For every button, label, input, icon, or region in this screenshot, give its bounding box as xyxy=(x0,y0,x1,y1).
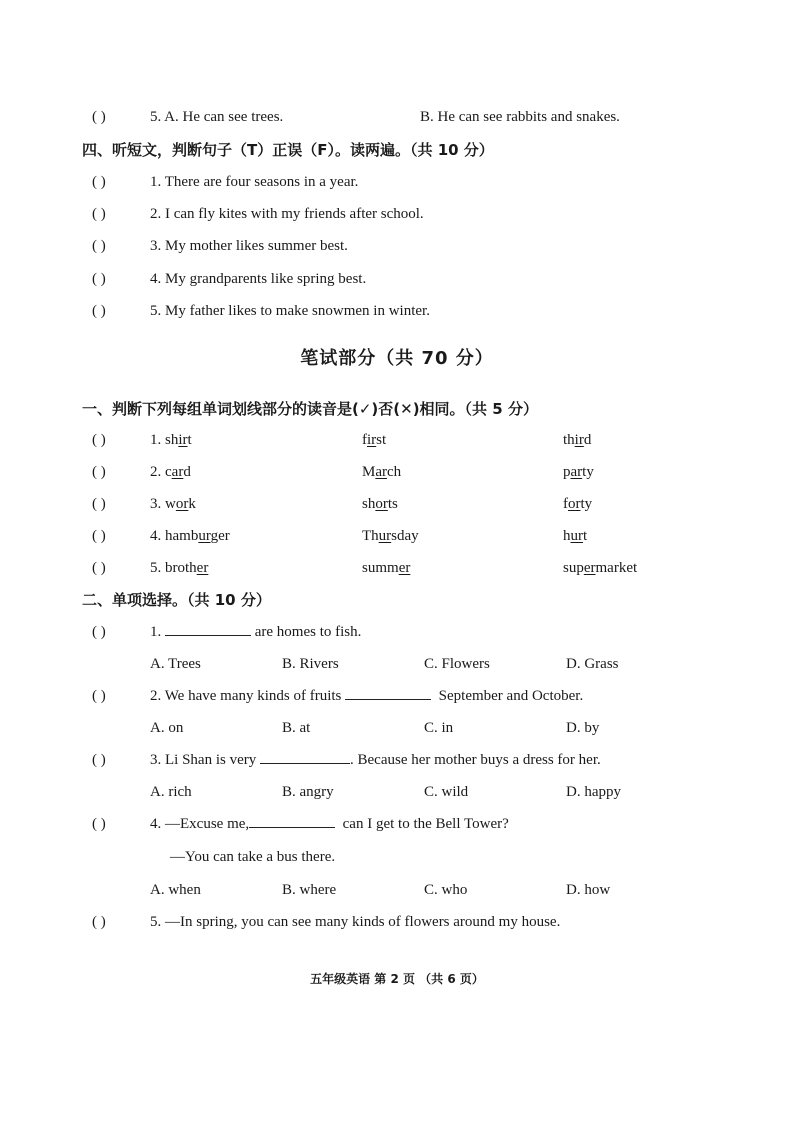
section-title: 二、单项选择。（共 10 分） xyxy=(82,591,271,609)
option-d: D. Grass xyxy=(566,656,619,672)
option-c: C. who xyxy=(424,882,468,898)
mc-options-row xyxy=(0,781,794,803)
mc-question-row xyxy=(0,749,794,771)
mc-question-row xyxy=(0,621,794,643)
answer-paren[interactable]: ( ) xyxy=(92,560,106,576)
option-b-text: B. He can see rabbits and snakes. xyxy=(420,109,620,125)
answer-paren[interactable]: ( ) xyxy=(92,816,106,832)
listening-q5-row xyxy=(0,106,794,128)
mc-question-row xyxy=(0,911,794,933)
part2-title-row xyxy=(0,589,794,611)
section4-item xyxy=(0,171,794,193)
mc-options-row xyxy=(0,653,794,675)
fill-blank[interactable] xyxy=(165,621,251,636)
question-text: 5. —In spring, you can see many kinds of flowers around my house. xyxy=(150,914,561,930)
option-c: C. wild xyxy=(424,784,469,800)
option-b: B. where xyxy=(282,882,337,898)
mc-question-row xyxy=(0,685,794,707)
option-b: B. Rivers xyxy=(282,656,339,672)
section-title: 四、听短文，判断句子（T）正误（F）。读两遍。（共 10 分） xyxy=(82,141,494,159)
option-c: C. Flowers xyxy=(424,656,490,672)
word-group-row xyxy=(0,493,794,515)
option-a: A. Trees xyxy=(150,656,201,672)
dialogue-reply: —You can take a bus there. xyxy=(170,849,336,865)
question-text: 3. Li Shan is very . Because her mother buys a dress for her. xyxy=(150,749,601,771)
question-text: 4. —Excuse me, can I get to the Bell Tower? xyxy=(150,813,509,835)
question-text: 5. A. He can see trees. xyxy=(150,109,284,125)
answer-paren[interactable]: ( ) xyxy=(92,624,106,640)
fill-blank[interactable] xyxy=(249,813,335,828)
word-1: 4. hamburger xyxy=(150,528,230,544)
word-2: shorts xyxy=(362,496,398,512)
word-group-row xyxy=(0,525,794,547)
question-text: 2. We have many kinds of fruits September and October. xyxy=(150,685,583,707)
word-3: supermarket xyxy=(563,560,638,576)
option-a: A. when xyxy=(150,882,201,898)
answer-paren[interactable]: ( ) xyxy=(92,206,106,222)
option-c: C. in xyxy=(424,720,454,736)
option-a: A. rich xyxy=(150,784,192,800)
option-d: D. by xyxy=(566,720,600,736)
word-2: March xyxy=(362,464,402,480)
written-part-title: 笔试部分（共 70 分） xyxy=(300,348,494,369)
option-b: B. at xyxy=(282,720,311,736)
word-1: 5. brother xyxy=(150,560,209,576)
section4-item xyxy=(0,268,794,290)
word-group-row xyxy=(0,461,794,483)
answer-paren[interactable]: ( ) xyxy=(92,914,106,930)
answer-paren[interactable]: ( ) xyxy=(92,271,106,287)
section-title: 一、判断下列每组单词划线部分的读音是(✓)否(✕)相同。（共 5 分） xyxy=(82,400,538,418)
answer-paren[interactable]: ( ) xyxy=(92,752,106,768)
word-2: first xyxy=(362,432,387,448)
word-3: forty xyxy=(563,496,593,512)
statement-text: 2. I can fly kites with my friends after school. xyxy=(150,206,424,222)
answer-paren[interactable]: ( ) xyxy=(92,528,106,544)
section4-item xyxy=(0,235,794,257)
statement-text: 1. There are four seasons in a year. xyxy=(150,174,359,190)
answer-paren[interactable]: ( ) xyxy=(92,303,106,319)
section4-item xyxy=(0,300,794,322)
word-2: Thursday xyxy=(362,528,419,544)
answer-paren[interactable]: ( ) xyxy=(92,496,106,512)
answer-paren[interactable]: ( ) xyxy=(92,464,106,480)
fill-blank[interactable] xyxy=(260,749,350,764)
section4-title-row xyxy=(0,139,794,161)
part1-title-row xyxy=(0,398,794,420)
word-group-row xyxy=(0,557,794,579)
statement-text: 3. My mother likes summer best. xyxy=(150,238,348,254)
word-3: hurt xyxy=(563,528,588,544)
section4-item xyxy=(0,203,794,225)
mc-options-row xyxy=(0,717,794,739)
answer-paren[interactable]: ( ) xyxy=(92,109,106,125)
word-1: 3. work xyxy=(150,496,196,512)
page-footer: 五年级英语 第 2 页 （共 6 页） xyxy=(310,972,484,986)
word-1: 2. card xyxy=(150,464,191,480)
answer-paren[interactable]: ( ) xyxy=(92,238,106,254)
answer-paren[interactable]: ( ) xyxy=(92,432,106,448)
fill-blank[interactable] xyxy=(345,685,431,700)
statement-text: 5. My father likes to make snowmen in winter. xyxy=(150,303,430,319)
answer-paren[interactable]: ( ) xyxy=(92,688,106,704)
word-group-row xyxy=(0,429,794,451)
word-3: third xyxy=(563,432,592,448)
option-d: D. how xyxy=(566,882,611,898)
question-text: 1. are homes to fish. xyxy=(150,621,361,643)
mc-dialogue-row xyxy=(0,846,794,868)
mc-question-row xyxy=(0,813,794,835)
word-1: 1. shirt xyxy=(150,432,192,448)
word-3: party xyxy=(563,464,594,480)
option-a: A. on xyxy=(150,720,184,736)
word-2: summer xyxy=(362,560,411,576)
mc-options-row xyxy=(0,879,794,901)
option-d: D. happy xyxy=(566,784,621,800)
statement-text: 4. My grandparents like spring best. xyxy=(150,271,367,287)
answer-paren[interactable]: ( ) xyxy=(92,174,106,190)
option-b: B. angry xyxy=(282,784,334,800)
